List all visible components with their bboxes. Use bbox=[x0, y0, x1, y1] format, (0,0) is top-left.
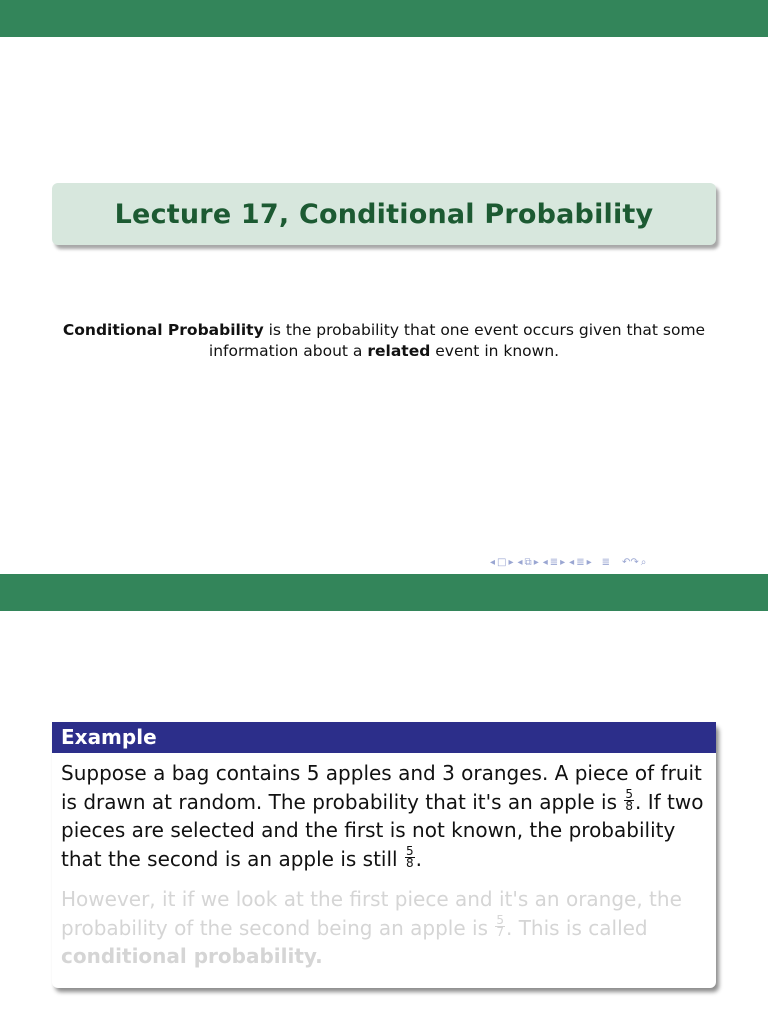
slide-2 bbox=[0, 574, 768, 1024]
fraction-denominator: 8 bbox=[625, 798, 634, 813]
part-prev-icon[interactable]: ◂ bbox=[569, 557, 575, 568]
part-icon[interactable]: ≣ bbox=[576, 557, 585, 568]
fraction bbox=[405, 843, 415, 870]
example-body bbox=[52, 753, 716, 971]
example-text: . bbox=[415, 846, 422, 871]
definition-term: Conditional Probability bbox=[62, 321, 264, 339]
definition-text bbox=[60, 320, 708, 362]
fraction-denominator: 8 bbox=[405, 855, 414, 870]
subsection-next-icon[interactable]: ▸ bbox=[533, 557, 539, 568]
subsection-prev-icon[interactable]: ◂ bbox=[517, 557, 523, 568]
frame-next-icon[interactable]: ▸ bbox=[508, 557, 514, 568]
frame-icon[interactable]: □ bbox=[497, 557, 507, 568]
header-bar bbox=[0, 0, 768, 37]
subsection-icon[interactable]: ⧉ bbox=[524, 557, 532, 568]
fraction-numerator: 5 bbox=[496, 912, 504, 927]
example-paragraph-1 bbox=[61, 759, 707, 873]
definition-part-2: event in known. bbox=[430, 342, 560, 360]
example-text: However, it if we look at the first piece and it's an orange, the probability of the second being an apple is bbox=[61, 887, 682, 940]
title-box bbox=[52, 183, 716, 245]
section-next-icon[interactable]: ▸ bbox=[560, 557, 566, 568]
back-forward-icon[interactable]: ↶↷ bbox=[622, 557, 639, 568]
example-text: . This is called bbox=[505, 915, 648, 940]
fraction-denominator: 7 bbox=[496, 924, 504, 939]
align-icon[interactable]: ≣ bbox=[601, 557, 611, 568]
search-icon[interactable]: ⌕ bbox=[640, 557, 647, 568]
fraction-numerator: 5 bbox=[405, 843, 414, 858]
section-prev-icon[interactable]: ◂ bbox=[542, 557, 548, 568]
example-text: . If two pieces are selected and the first is not known, the probability that the second is an apple is still bbox=[61, 789, 704, 871]
fraction-numerator: 5 bbox=[625, 786, 634, 801]
definition-part-1: is the probability that one event occurs given that some information about a bbox=[208, 321, 706, 360]
fraction bbox=[495, 912, 505, 939]
example-bold-term: conditional probability. bbox=[61, 944, 323, 968]
example-text: Suppose a bag contains 5 apples and 3 oranges. A piece of fruit is drawn at random. The probability that it's an apple is bbox=[61, 761, 702, 814]
example-block bbox=[52, 722, 716, 988]
slide-title: Lecture 17, Conditional Probability bbox=[114, 198, 654, 230]
header-bar bbox=[0, 574, 768, 611]
beamer-navigation-bar bbox=[490, 555, 646, 571]
fraction bbox=[624, 786, 634, 813]
section-icon[interactable]: ≣ bbox=[549, 557, 559, 568]
example-heading: Example bbox=[52, 722, 716, 753]
frame-prev-icon[interactable]: ◂ bbox=[490, 557, 496, 568]
example-paragraph-2 bbox=[61, 885, 707, 971]
definition-related: related bbox=[367, 342, 431, 360]
part-next-icon[interactable]: ▸ bbox=[586, 557, 592, 568]
